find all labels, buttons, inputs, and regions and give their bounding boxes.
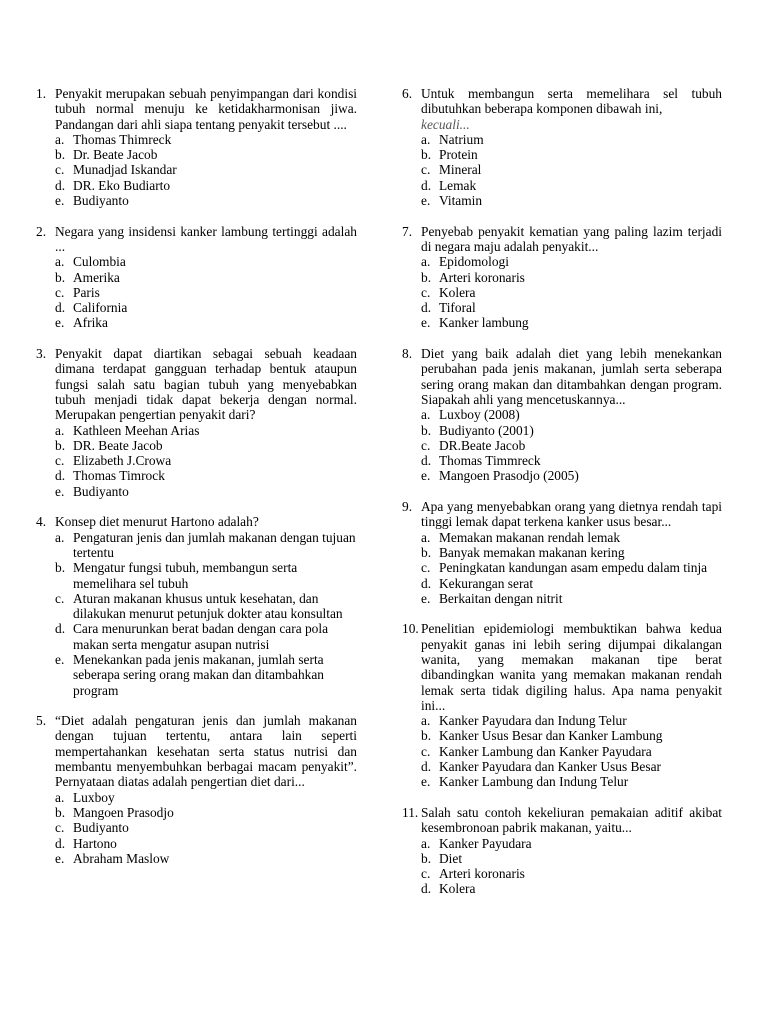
option-text: Pengaturan jenis dan jumlah makanan dengan tujuan tertentu (73, 529, 356, 560)
option-text: Cara menurunkan berat badan dengan cara pola makan serta mengatur asupan nutrisi (73, 621, 329, 652)
option-letter: c. (55, 284, 65, 300)
question-number: 9. (402, 499, 413, 515)
option-letter: c. (55, 820, 65, 836)
question-text: Apa yang menyebabkan orang yang dietnya rendah tapi tinggi lemak dapat terkena kanker usus besar... (421, 499, 722, 530)
option-letter: e. (421, 315, 431, 331)
option-text: Budiyanto (73, 193, 129, 209)
answer-option[interactable] (55, 132, 357, 147)
answer-option[interactable] (421, 193, 722, 208)
option-letter: e. (421, 193, 431, 209)
option-text: Peningkatan kandungan asam empedu dalam tinja (439, 560, 708, 576)
option-letter: d. (421, 759, 432, 775)
option-text: Berkaitan dengan nitrit (439, 590, 563, 606)
answer-option[interactable] (421, 713, 722, 728)
option-letter: d. (55, 177, 66, 193)
option-letter: a. (55, 131, 65, 147)
option-letter: e. (55, 850, 65, 866)
answer-option[interactable] (55, 820, 357, 835)
answer-option[interactable] (55, 530, 357, 561)
option-letter: d. (421, 453, 432, 469)
option-text: California (73, 300, 128, 316)
question-note: kecuali... (421, 116, 470, 132)
answer-option[interactable] (421, 300, 722, 315)
question-10 (402, 621, 722, 789)
option-letter: c. (421, 162, 431, 178)
option-text: Mangoen Prasodjo (73, 804, 174, 820)
answer-option[interactable] (55, 805, 357, 820)
option-text: Budiyanto (73, 483, 129, 499)
answer-option[interactable] (421, 285, 722, 300)
option-text: Vitamin (439, 193, 483, 209)
option-letter: d. (55, 300, 66, 316)
question-number: 10. (402, 621, 419, 637)
option-letter: b. (55, 804, 66, 820)
question-text: Penyebab penyakit kematian yang paling lazim terjadi di negara maju adalah penyakit... (421, 223, 722, 254)
option-letter: b. (421, 850, 432, 866)
option-letter: d. (421, 575, 432, 591)
question-number: 3. (36, 346, 47, 362)
answer-option[interactable] (421, 866, 722, 881)
option-text: Kanker Lambung dan Indung Telur (439, 774, 629, 790)
answer-option[interactable] (55, 254, 357, 269)
option-text: Elizabeth J.Crowa (73, 453, 172, 469)
answer-option[interactable] (421, 774, 722, 789)
option-letter: c. (55, 453, 65, 469)
option-letter: b. (421, 422, 432, 438)
question-text: Penyakit merupakan sebuah penyimpangan dari kondisi tubuh normal menuju ke ketidakharmonisan jiwa. Pandangan dari ahli siapa tentang penyakit tersebut .... (55, 86, 357, 132)
answer-option[interactable] (55, 468, 357, 483)
option-letter: a. (421, 713, 431, 729)
option-letter: c. (421, 866, 431, 882)
answer-option[interactable] (421, 162, 722, 177)
answer-option[interactable] (421, 147, 722, 162)
option-text: Arteri koronaris (439, 269, 525, 285)
answer-option[interactable] (55, 484, 357, 499)
option-text: Kanker Payudara dan Kanker Usus Besar (439, 759, 661, 775)
option-text: Budiyanto (2001) (439, 422, 534, 438)
option-text: Kanker Payudara dan Indung Telur (439, 713, 627, 729)
option-letter: a. (421, 131, 431, 147)
option-text: Afrika (73, 315, 108, 331)
answer-options (55, 423, 357, 499)
answer-option[interactable] (55, 423, 357, 438)
option-text: Menekankan pada jenis makanan, jumlah serta seberapa sering orang makan dan ditambahkan program (73, 651, 324, 698)
option-text: Banyak memakan makanan kering (439, 544, 625, 560)
answer-option[interactable] (55, 300, 357, 315)
answer-options (421, 836, 722, 897)
question-number: 6. (402, 86, 413, 101)
question-6 (402, 86, 722, 208)
option-text: Kanker lambung (439, 315, 529, 331)
option-text: DR. Eko Budiarto (73, 177, 171, 193)
option-letter: c. (55, 590, 65, 606)
question-number: 11. (402, 804, 419, 820)
answer-option[interactable] (421, 836, 722, 851)
option-letter: d. (55, 835, 66, 851)
option-text: Culombia (73, 254, 126, 270)
option-letter: d. (55, 468, 66, 484)
option-letter: b. (55, 560, 66, 576)
question-3 (36, 346, 357, 499)
answer-options (55, 254, 357, 330)
question-text: Salah satu contoh kekeliuran pemakaian aditif akibat kesembronoan pabrik makanan, yaitu... (421, 804, 722, 836)
answer-option[interactable] (421, 132, 722, 147)
answer-option[interactable] (421, 851, 722, 866)
question-2 (36, 224, 357, 331)
option-letter: a. (55, 789, 65, 805)
answer-option[interactable] (55, 652, 357, 698)
option-text: Kolera (439, 284, 476, 300)
answer-option[interactable] (55, 147, 357, 162)
question-1 (36, 86, 357, 208)
option-text: Mengatur fungsi tubuh, membangun serta memelihara sel tubuh (73, 560, 298, 591)
question-text: Untuk membangun serta memelihara sel tubuh dibutuhkan beberapa komponen dibawah ini, (421, 86, 722, 117)
option-text: Budiyanto (73, 820, 129, 836)
answer-option[interactable] (55, 315, 357, 330)
option-letter: d. (421, 881, 432, 897)
question-text: Diet yang baik adalah diet yang lebih menekankan perubahan pada jenis makanan, jumlah serta seberapa sering orang makan dan ditambahkan dengan program. Siapakah ahli yang mencetuskannya... (421, 346, 722, 407)
option-text: Luxboy (73, 789, 115, 805)
answer-option[interactable] (55, 438, 357, 453)
answer-option[interactable] (55, 178, 357, 193)
option-text: Abraham Maslow (73, 850, 170, 866)
answer-option[interactable] (421, 560, 722, 575)
answer-options (421, 713, 722, 789)
answer-option[interactable] (421, 530, 722, 545)
answer-options (421, 132, 722, 208)
option-letter: b. (55, 437, 66, 453)
option-letter: b. (421, 544, 432, 560)
answer-option[interactable] (55, 193, 357, 208)
option-text: Kathleen Meehan Arias (73, 422, 200, 438)
answer-option[interactable] (421, 254, 722, 269)
question-text: “Diet adalah pengaturan jenis dan jumlah makanan dengan tujuan tertentu, antara lain seperti mempertahankan kesehatan serta status nutrisi dan membantu menyembuhkan berbagai macam penyakit”. Pernyataan diatas adalah pengertian diet dari... (55, 713, 357, 790)
answer-option[interactable] (55, 790, 357, 805)
option-letter: b. (55, 147, 66, 163)
option-letter: e. (421, 774, 431, 790)
option-letter: c. (421, 743, 431, 759)
option-letter: a. (421, 407, 431, 423)
option-text: Kanker Usus Besar dan Kanker Lambung (439, 728, 663, 744)
answer-option[interactable] (421, 438, 722, 453)
option-letter: e. (55, 315, 65, 331)
right-column (402, 86, 722, 912)
option-text: DR. Beate Jacob (73, 437, 163, 453)
option-letter: e. (421, 468, 431, 484)
answer-option[interactable] (421, 744, 722, 759)
option-letter: a. (421, 254, 431, 270)
option-text: Tiforal (439, 300, 476, 316)
answer-option[interactable] (421, 759, 722, 774)
answer-options (421, 530, 722, 606)
option-letter: c. (421, 437, 431, 453)
question-number: 8. (402, 346, 413, 362)
answer-option[interactable] (421, 178, 722, 193)
answer-option[interactable] (421, 407, 722, 422)
option-letter: d. (421, 177, 432, 193)
option-letter: a. (55, 254, 65, 270)
option-text: Mineral (439, 162, 482, 178)
question-number: 5. (36, 713, 47, 729)
answer-options (421, 254, 722, 330)
answer-option[interactable] (55, 851, 357, 866)
option-text: Amerika (73, 269, 120, 285)
answer-options (55, 530, 357, 698)
option-text: Thomas Timmreck (439, 453, 541, 469)
option-text: Kanker Lambung dan Kanker Payudara (439, 743, 652, 759)
answer-option[interactable] (421, 591, 722, 606)
option-text: Kolera (439, 881, 476, 897)
question-4 (36, 514, 357, 698)
option-letter: e. (55, 193, 65, 209)
answer-options (421, 407, 722, 483)
answer-option[interactable] (55, 591, 357, 622)
answer-option[interactable] (55, 453, 357, 468)
answer-option[interactable] (421, 881, 722, 896)
question-7 (402, 224, 722, 331)
question-8 (402, 346, 722, 484)
option-text: Dr. Beate Jacob (73, 147, 158, 163)
question-text: Penyakit dapat diartikan sebagai sebuah keadaan dimana terdapat gangguan terhadap bentuk ataupun fungsi salah satu bagian tubuh yang menyebabkan tubuh menjadi tidak dapat bekerja dengan normal. Merupakan pengertian penyakit dari? (55, 346, 357, 423)
option-letter: e. (421, 590, 431, 606)
question-5 (36, 713, 357, 866)
option-text: Munadjad Iskandar (73, 162, 177, 178)
option-text: Kekurangan serat (439, 575, 534, 591)
option-text: Arteri koronaris (439, 866, 525, 882)
option-letter: e. (55, 483, 65, 499)
answer-option[interactable] (55, 621, 357, 652)
option-text: Mangoen Prasodjo (2005) (439, 468, 579, 484)
answer-option[interactable] (421, 423, 722, 438)
option-text: Paris (73, 284, 100, 300)
option-letter: a. (421, 529, 431, 545)
option-letter: d. (421, 300, 432, 316)
answer-option[interactable] (55, 285, 357, 300)
option-letter: c. (421, 284, 431, 300)
answer-option[interactable] (421, 545, 722, 560)
question-number: 1. (36, 86, 47, 101)
option-text: Luxboy (2008) (439, 407, 520, 423)
question-number: 4. (36, 514, 47, 530)
left-column (36, 86, 357, 881)
option-text: DR.Beate Jacob (439, 437, 526, 453)
option-text: Lemak (439, 177, 477, 193)
option-letter: c. (55, 162, 65, 178)
answer-option[interactable] (55, 162, 357, 177)
answer-option[interactable] (421, 453, 722, 468)
option-text: Protein (439, 147, 478, 163)
answer-option[interactable] (55, 560, 357, 591)
answer-options (55, 132, 357, 208)
option-letter: b. (421, 728, 432, 744)
question-text: Konsep diet menurut Hartono adalah? (55, 514, 259, 530)
option-text: Thomas Timrock (73, 468, 165, 484)
option-text: Diet (439, 850, 463, 866)
option-letter: b. (421, 147, 432, 163)
option-text: Memakan makanan rendah lemak (439, 529, 621, 545)
option-letter: a. (421, 835, 431, 851)
option-text: Aturan makanan khusus untuk kesehatan, dan dilakukan menurut petunjuk dokter atau konsultan (73, 590, 343, 622)
answer-option[interactable] (421, 728, 722, 743)
question-11 (402, 805, 722, 897)
option-text: Natrium (439, 131, 484, 147)
option-letter: a. (55, 422, 65, 438)
answer-option[interactable] (421, 468, 722, 483)
option-letter: b. (421, 269, 432, 285)
question-number: 7. (402, 223, 413, 239)
answer-options (55, 790, 357, 866)
option-letter: a. (55, 529, 65, 545)
option-letter: b. (55, 269, 66, 285)
question-9 (402, 499, 722, 606)
option-letter: c. (421, 560, 431, 576)
answer-option[interactable] (421, 315, 722, 330)
answer-option[interactable] (421, 576, 722, 591)
option-text: Thomas Thimreck (73, 131, 172, 147)
option-letter: e. (55, 651, 65, 667)
answer-option[interactable] (55, 270, 357, 285)
answer-option[interactable] (421, 270, 722, 285)
option-text: Epidomologi (439, 254, 509, 270)
option-text: Hartono (73, 835, 117, 851)
option-letter: d. (55, 621, 66, 637)
question-text: Negara yang insidensi kanker lambung tertinggi adalah ... (55, 223, 357, 254)
option-text: Kanker Payudara (439, 835, 532, 851)
answer-option[interactable] (55, 836, 357, 851)
question-text: Penelitian epidemiologi membuktikan bahwa kedua penyakit ganas ini lebih sering dijumpai dikalangan wanita, yang memakan makanan tipe berat dibandingkan wanita yang memakan makanan rendah lemak serta tidak digiling halus. Apa nama penyakit ini... (421, 621, 722, 713)
question-number: 2. (36, 223, 47, 239)
